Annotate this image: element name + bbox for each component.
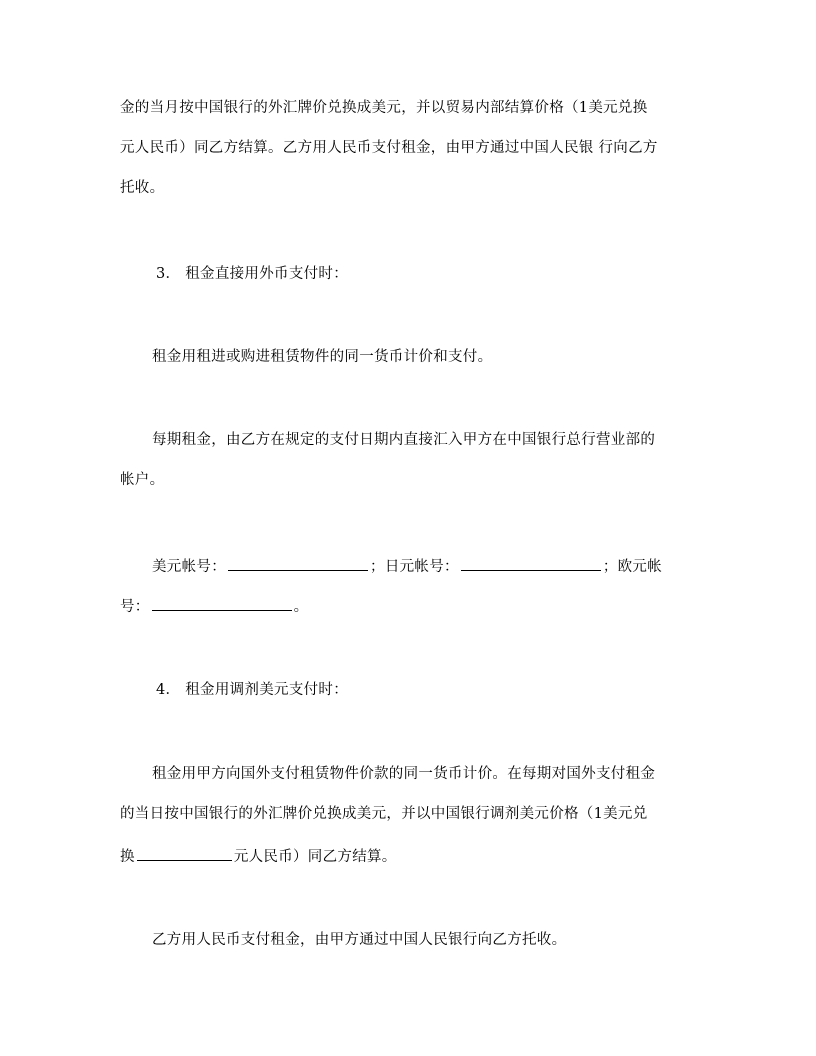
eur-account-label-cont: 号： bbox=[120, 599, 150, 615]
separator: ； bbox=[370, 559, 385, 575]
exchange-suffix: 元人民币）同乙方结算。 bbox=[233, 849, 397, 865]
section-heading-3: 3． 租金直接用外币支付时： bbox=[156, 266, 349, 282]
eur-account-blank bbox=[152, 596, 292, 611]
paragraph-line: 乙方用人民币支付租金，由甲方通过中国人民银行向乙方托收。 bbox=[152, 932, 567, 948]
usd-account-blank bbox=[228, 556, 368, 571]
paragraph-line: 金的当月按中国银行的外汇牌价兑换成美元，并以贸易内部结算价格（1美元兑换 bbox=[120, 100, 648, 116]
period: 。 bbox=[293, 599, 309, 615]
paragraph-line: 元人民币）同乙方结算。乙方用人民币支付租金，由甲方通过中国人民银 行向乙方 bbox=[120, 140, 658, 156]
paragraph-line: 帐户。 bbox=[120, 472, 165, 488]
paragraph-line: 租金用租进或购进租赁物件的同一货币计价和支付。 bbox=[152, 349, 493, 365]
exchange-prefix: 换 bbox=[120, 849, 135, 865]
section-heading-4: 4． 租金用调剂美元支付时： bbox=[156, 682, 349, 698]
exchange-rate-blank bbox=[137, 846, 232, 861]
jpy-account-blank bbox=[461, 556, 601, 571]
exchange-line bbox=[120, 846, 700, 867]
paragraph-line: 每期租金，由乙方在规定的支付日期内直接汇入甲方在中国银行总行营业部的 bbox=[152, 432, 656, 448]
jpy-account-label: 日元帐号： bbox=[384, 559, 459, 575]
paragraph-line: 托收。 bbox=[120, 180, 165, 196]
paragraph-line: 的当日按中国银行的外汇牌价兑换成美元，并以中国银行调剂美元价格（1美元兑 bbox=[120, 806, 648, 822]
paragraph-line: 租金用甲方向国外支付租赁物件价款的同一货币计价。在每期对国外支付租金 bbox=[152, 766, 656, 782]
account-line-cont bbox=[120, 596, 700, 617]
eur-account-label: 欧元帐 bbox=[617, 559, 663, 575]
separator: ； bbox=[602, 559, 618, 575]
account-line bbox=[152, 556, 732, 577]
usd-account-label: 美元帐号： bbox=[152, 559, 226, 575]
